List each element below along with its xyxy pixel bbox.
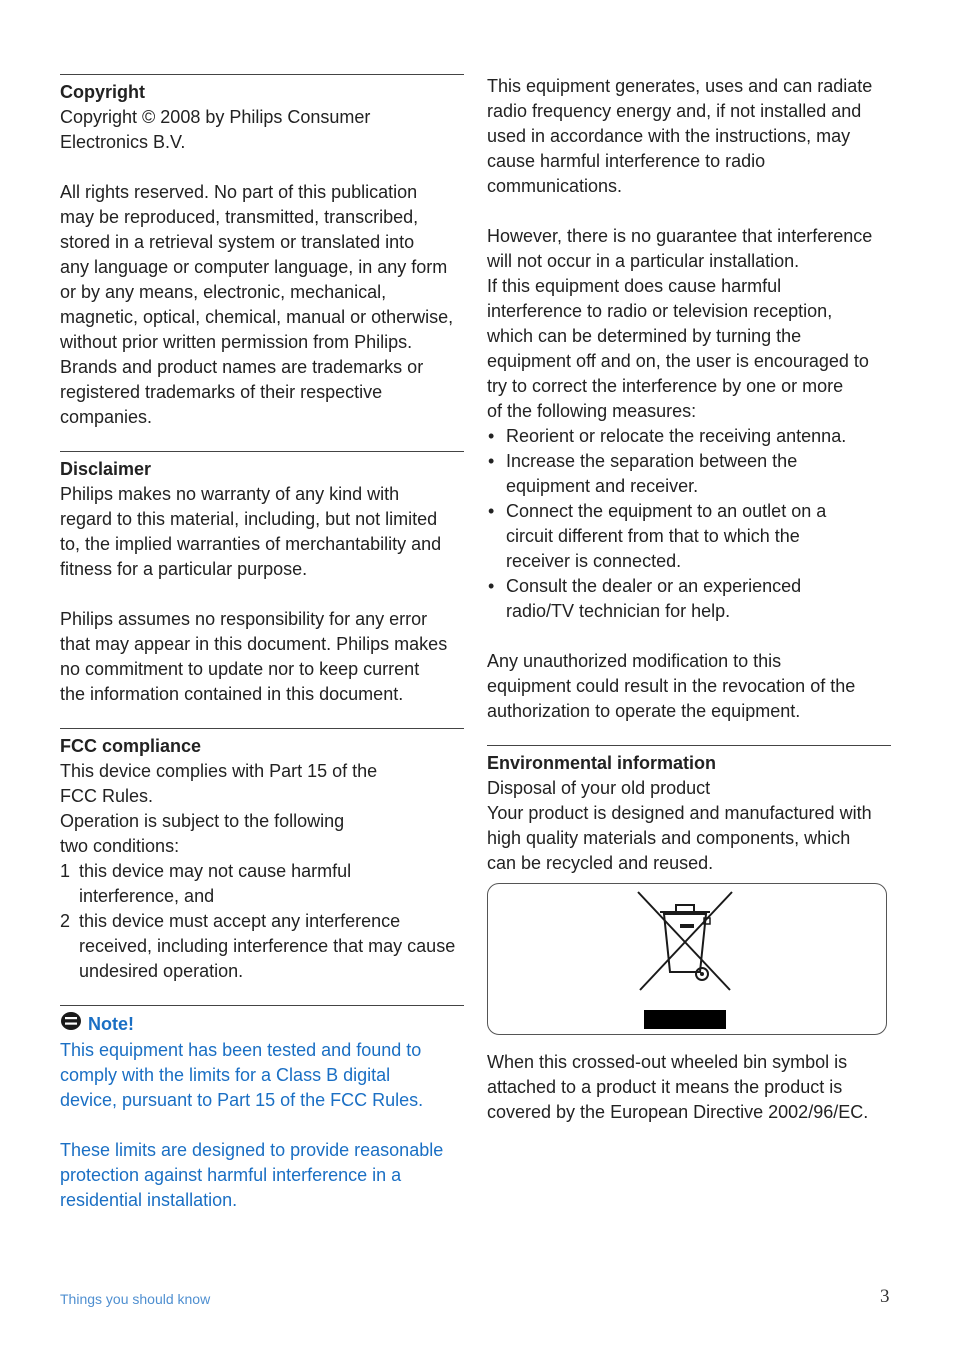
text-line: this device may not cause harmful	[79, 861, 352, 881]
text-line: equipment could result in the revocation of the	[487, 676, 856, 696]
text-line: covered by the European Directive 2002/96/EC.	[487, 1102, 869, 1122]
text-line: to, the implied warranties of merchantability and	[60, 534, 442, 554]
measures-list	[487, 424, 891, 624]
text-line: device, pursuant to Part 15 of the FCC Rules.	[60, 1090, 424, 1110]
text-line: This device complies with Part 15 of the	[60, 761, 378, 781]
text-line: Consult the dealer or an experienced	[506, 576, 802, 596]
text-line: Reorient or relocate the receiving antenna.	[506, 426, 847, 446]
text-line: or by any means, electronic, mechanical,	[60, 282, 387, 302]
text-line: comply with the limits for a Class B digital	[60, 1065, 391, 1085]
crossed-out-wheeled-bin-icon	[636, 890, 736, 994]
item-number: 1	[60, 861, 71, 881]
text-line: which can be determined by turning the	[487, 326, 802, 346]
text-line: Brands and product names are trademarks or	[60, 357, 424, 377]
disposal-paragraph	[487, 776, 891, 876]
disclaimer-paragraph-2	[60, 607, 464, 707]
text-line: equipment and receiver.	[506, 476, 699, 496]
text-line: companies.	[60, 407, 153, 427]
environmental-heading: Environmental information	[487, 753, 717, 773]
right-column	[487, 74, 891, 1125]
note-header	[60, 1011, 464, 1038]
text-line: receiver is connected.	[506, 551, 682, 571]
text-line: Philips assumes no responsibility for any error	[60, 609, 428, 629]
text-line: Your product is designed and manufactured with	[487, 803, 872, 823]
text-line: communications.	[487, 176, 623, 196]
text-line: Any unauthorized modification to this	[487, 651, 782, 671]
text-line: Connect the equipment to an outlet on a	[506, 501, 827, 521]
bullet: •	[488, 501, 495, 521]
text-line: high quality materials and components, which	[487, 828, 851, 848]
text-line: may be reproduced, transmitted, transcribed,	[60, 207, 419, 227]
text-line: any language or computer language, in any form	[60, 257, 448, 277]
item-number: 2	[60, 911, 71, 931]
bin-symbol-box	[487, 883, 887, 1035]
rights-paragraph	[60, 180, 464, 430]
interference-paragraph	[487, 74, 891, 199]
black-bar	[644, 1010, 726, 1029]
text-line: However, there is no guarantee that interference	[487, 226, 873, 246]
text-line: cause harmful interference to radio	[487, 151, 766, 171]
note-section	[60, 1005, 464, 1213]
text-line: undesired operation.	[79, 961, 244, 981]
bullet: •	[488, 576, 495, 596]
text-line: Electronics B.V.	[60, 132, 186, 152]
text-line: that may appear in this document. Philips makes	[60, 634, 448, 654]
list-item	[487, 449, 891, 499]
disclaimer-paragraph-1	[60, 482, 464, 582]
text-line: protection against harmful interference in a	[60, 1165, 402, 1185]
text-line: two conditions:	[60, 836, 180, 856]
copyright-section	[60, 74, 464, 430]
text-line: interference to radio or television reception,	[487, 301, 833, 321]
text-line: If this equipment does cause harmful	[487, 276, 782, 296]
text-line: When this crossed-out wheeled bin symbol is	[487, 1052, 848, 1072]
fcc-section	[60, 728, 464, 984]
text-line: Increase the separation between the	[506, 451, 798, 471]
note-icon	[60, 1011, 82, 1038]
note-paragraph-2	[60, 1138, 464, 1213]
list-item	[487, 574, 891, 624]
text-line: the information contained in this document.	[60, 684, 404, 704]
text-line: This equipment has been tested and found to	[60, 1040, 422, 1060]
disclaimer-section	[60, 451, 464, 707]
text-line: Operation is subject to the following	[60, 811, 345, 831]
disclaimer-heading: Disclaimer	[60, 459, 152, 479]
bullet: •	[488, 451, 495, 471]
note-label: Note!	[88, 1014, 134, 1034]
text-line: Disposal of your old product	[487, 778, 711, 798]
text-line: FCC Rules.	[60, 786, 154, 806]
footer-section-title: Things you should know	[60, 1291, 211, 1307]
text-line: radio frequency energy and, if not installed and	[487, 101, 862, 121]
note-paragraph-1	[60, 1038, 464, 1113]
text-line: attached to a product it means the product is	[487, 1077, 843, 1097]
text-line: of the following measures:	[487, 401, 697, 421]
list-item	[60, 909, 464, 984]
copyright-notice	[60, 105, 464, 155]
bullet: •	[488, 426, 495, 446]
text-line: magnetic, optical, chemical, manual or otherwise,	[60, 307, 454, 327]
list-item	[60, 859, 464, 909]
left-column	[60, 74, 464, 1213]
text-line: no commitment to update nor to keep current	[60, 659, 420, 679]
text-line: this device must accept any interference	[79, 911, 401, 931]
fcc-heading: FCC compliance	[60, 736, 202, 756]
text-line: Copyright © 2008 by Philips Consumer	[60, 107, 371, 127]
list-item	[487, 499, 891, 574]
text-line: These limits are designed to provide reasonable	[60, 1140, 444, 1160]
text-line: equipment off and on, the user is encouraged to	[487, 351, 869, 371]
text-line: radio/TV technician for help.	[506, 601, 731, 621]
text-line: will not occur in a particular installation.	[487, 251, 800, 271]
text-line: authorization to operate the equipment.	[487, 701, 801, 721]
fcc-intro	[60, 759, 464, 859]
page-number: 3	[880, 1286, 890, 1307]
bin-symbol-paragraph	[487, 1050, 891, 1125]
guarantee-paragraph	[487, 224, 891, 424]
text-line: residential installation.	[60, 1190, 238, 1210]
text-line: stored in a retrieval system or translated into	[60, 232, 415, 252]
text-line: used in accordance with the instructions, may	[487, 126, 851, 146]
text-line: received, including interference that may cause	[79, 936, 456, 956]
text-line: interference, and	[79, 886, 215, 906]
text-line: registered trademarks of their respective	[60, 382, 383, 402]
text-line: can be recycled and reused.	[487, 853, 714, 873]
modification-paragraph	[487, 649, 891, 724]
environmental-section	[487, 745, 891, 1125]
text-line: Philips makes no warranty of any kind with	[60, 484, 400, 504]
copyright-heading: Copyright	[60, 82, 145, 102]
text-line: This equipment generates, uses and can radiate	[487, 76, 873, 96]
text-line: regard to this material, including, but not limited	[60, 509, 438, 529]
text-line: All rights reserved. No part of this publication	[60, 182, 418, 202]
text-line: circuit different from that to which the	[506, 526, 800, 546]
text-line: fitness for a particular purpose.	[60, 559, 308, 579]
text-line: try to correct the interference by one or more	[487, 376, 844, 396]
fcc-conditions-list	[60, 859, 464, 984]
text-line: without prior written permission from Philips.	[60, 332, 413, 352]
list-item	[487, 424, 891, 449]
